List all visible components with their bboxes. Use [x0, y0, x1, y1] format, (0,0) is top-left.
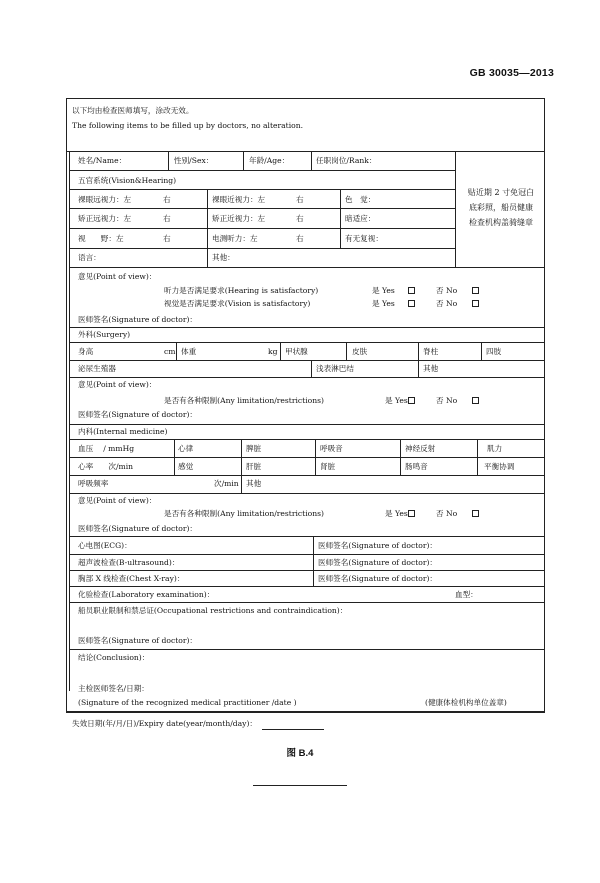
visual-field: 视 野：左 [78, 234, 124, 243]
hearing-no-checkbox[interactable] [472, 287, 479, 294]
rank-label: 任职岗位/Rank： [316, 156, 377, 165]
doctor-signature-2: 医师签名(Signature of doctor)： [78, 410, 198, 419]
hearing-question: 听力是否满足要求(Hearing is satisfactory) [164, 286, 319, 295]
ultrasound-label: 超声波检查(B-ultrasound)： [78, 558, 180, 567]
vision-yes-checkbox[interactable] [408, 300, 415, 307]
sensation-label: 感觉 [178, 462, 194, 471]
opinion-3-label: 意见(Point of view)： [78, 496, 157, 505]
chief-signature-label: 主检医师签名/日期： [78, 684, 149, 693]
spleen-label: 脾脏 [246, 444, 262, 453]
thyroid-label: 甲状腺 [285, 347, 308, 356]
doctor-signature-3: 医师签名(Signature of doctor)： [78, 524, 198, 533]
opinion-1-label: 意见(Point of view)： [78, 272, 157, 281]
height-label: 身高 [78, 347, 94, 356]
sex-label: 性别/Sex： [174, 156, 214, 165]
surgery-other-label: 其他 [423, 364, 439, 373]
muscle-label: 肌力 [487, 444, 503, 453]
breath-sound-label: 呼吸音 [320, 444, 343, 453]
intro-cn: 以下均由检查医师填写，涂改无效。 [72, 106, 194, 115]
age-label: 年龄/Age： [249, 156, 290, 165]
internal-yes-checkbox[interactable] [408, 510, 415, 517]
spine-label: 脊柱 [423, 347, 439, 356]
xray-label: 胸部 X 线检查(Chest X-ray)： [78, 574, 185, 583]
naked-near-vision: 裸眼近视力：左 [212, 195, 266, 204]
surgery-section-title: 外科(Surgery) [78, 330, 131, 339]
liver-label: 肝脏 [246, 462, 262, 471]
corrected-near-vision: 矫正近视力：左 [212, 214, 266, 223]
language-label: 语言： [78, 253, 101, 262]
photo-area: 贴近期 2 寸免冠白 底彩照，船员健康 检查机构盖骑缝章 [467, 188, 535, 227]
diplopia: 有无复视： [345, 234, 383, 243]
figure-caption: 图 B.4 [286, 748, 314, 759]
lymph-label: 浅表淋巴结 [316, 364, 354, 373]
surgery-no-checkbox[interactable] [472, 397, 479, 404]
end-divider [253, 785, 347, 786]
dark-adaptation: 暗适应： [345, 214, 376, 223]
surgery-limitation-question: 是否有各种限制(Any limitation/restrictions) [164, 396, 324, 405]
expiry-date-label: 失效日期(年/月/日)/Expiry date(year/month/day)： [72, 719, 258, 728]
limbs-label: 四肢 [486, 347, 502, 356]
balance-label: 平衡协调 [484, 462, 515, 471]
institution-stamp-label: (健康体检机构单位盖章) [425, 698, 507, 707]
opinion-2-label: 意见(Point of view)： [78, 380, 157, 389]
hearing-yes-checkbox[interactable] [408, 287, 415, 294]
color-vision: 色 觉： [345, 195, 376, 204]
ultrasound-doctor-signature: 医师签名(Signature of doctor)： [318, 558, 438, 567]
reflex-label: 神经反射 [405, 444, 436, 453]
conclusion-label: 结论(Conclusion)： [78, 653, 150, 662]
doctor-signature-1: 医师签名(Signature of doctor)： [78, 315, 198, 324]
internal-section-title: 内科(Internal medicine) [78, 427, 168, 436]
intro-en: The following items to be filled up by doctors, no alteration. [72, 121, 304, 130]
vision-other-label: 其他： [212, 253, 235, 262]
vision-question: 视觉是否满足要求(Vision is satisfactory) [164, 299, 311, 308]
resp-rate-label: 呼吸频率 [78, 479, 109, 488]
occupational-restrictions-label: 船员职业限制和禁忌证(Occupational restrictions and contraindication)： [78, 606, 348, 615]
blood-type-label: 血型： [455, 590, 478, 599]
blood-pressure-label: 血压 / mmHg [78, 444, 135, 453]
lab-exam-label: 化验检查(Laboratory examination)： [78, 590, 215, 599]
audiometry: 电测听力：左 [212, 234, 258, 243]
kidney-label: 肾脏 [320, 462, 336, 471]
internal-no-checkbox[interactable] [472, 510, 479, 517]
internal-other-label: 其他 [246, 479, 262, 488]
weight-label: 体重 [181, 347, 197, 356]
heart-rhythm-label: 心律 [178, 444, 194, 453]
corrected-far-vision: 矫正远视力：左 [78, 214, 132, 223]
vision-section-title: 五官系统(Vision&Hearing) [78, 176, 177, 185]
heart-rate-label: 心率 次/min [78, 462, 134, 471]
ecg-doctor-signature: 医师签名(Signature of doctor)： [318, 541, 438, 550]
urogenital-label: 泌尿生殖器 [78, 364, 116, 373]
xray-doctor-signature: 医师签名(Signature of doctor)： [318, 574, 438, 583]
surgery-yes-checkbox[interactable] [408, 397, 415, 404]
internal-limitation-question: 是否有各种限制(Any limitation/restrictions) [164, 509, 324, 518]
expiry-date-field[interactable] [262, 729, 324, 730]
name-label: 姓名/Name： [78, 156, 127, 165]
vision-no-checkbox[interactable] [472, 300, 479, 307]
naked-far-vision: 裸眼远视力：左 [78, 195, 132, 204]
skin-label: 皮肤 [352, 347, 368, 356]
standard-number: GB 30035—2013 [469, 67, 554, 79]
doctor-signature-4: 医师签名(Signature of doctor)： [78, 636, 198, 645]
chief-signature-en: (Signature of the recognized medical practitioner /date ) [78, 698, 297, 707]
bowel-sound-label: 肠鸣音 [405, 462, 428, 471]
ecg-label: 心电图(ECG)： [78, 541, 132, 550]
